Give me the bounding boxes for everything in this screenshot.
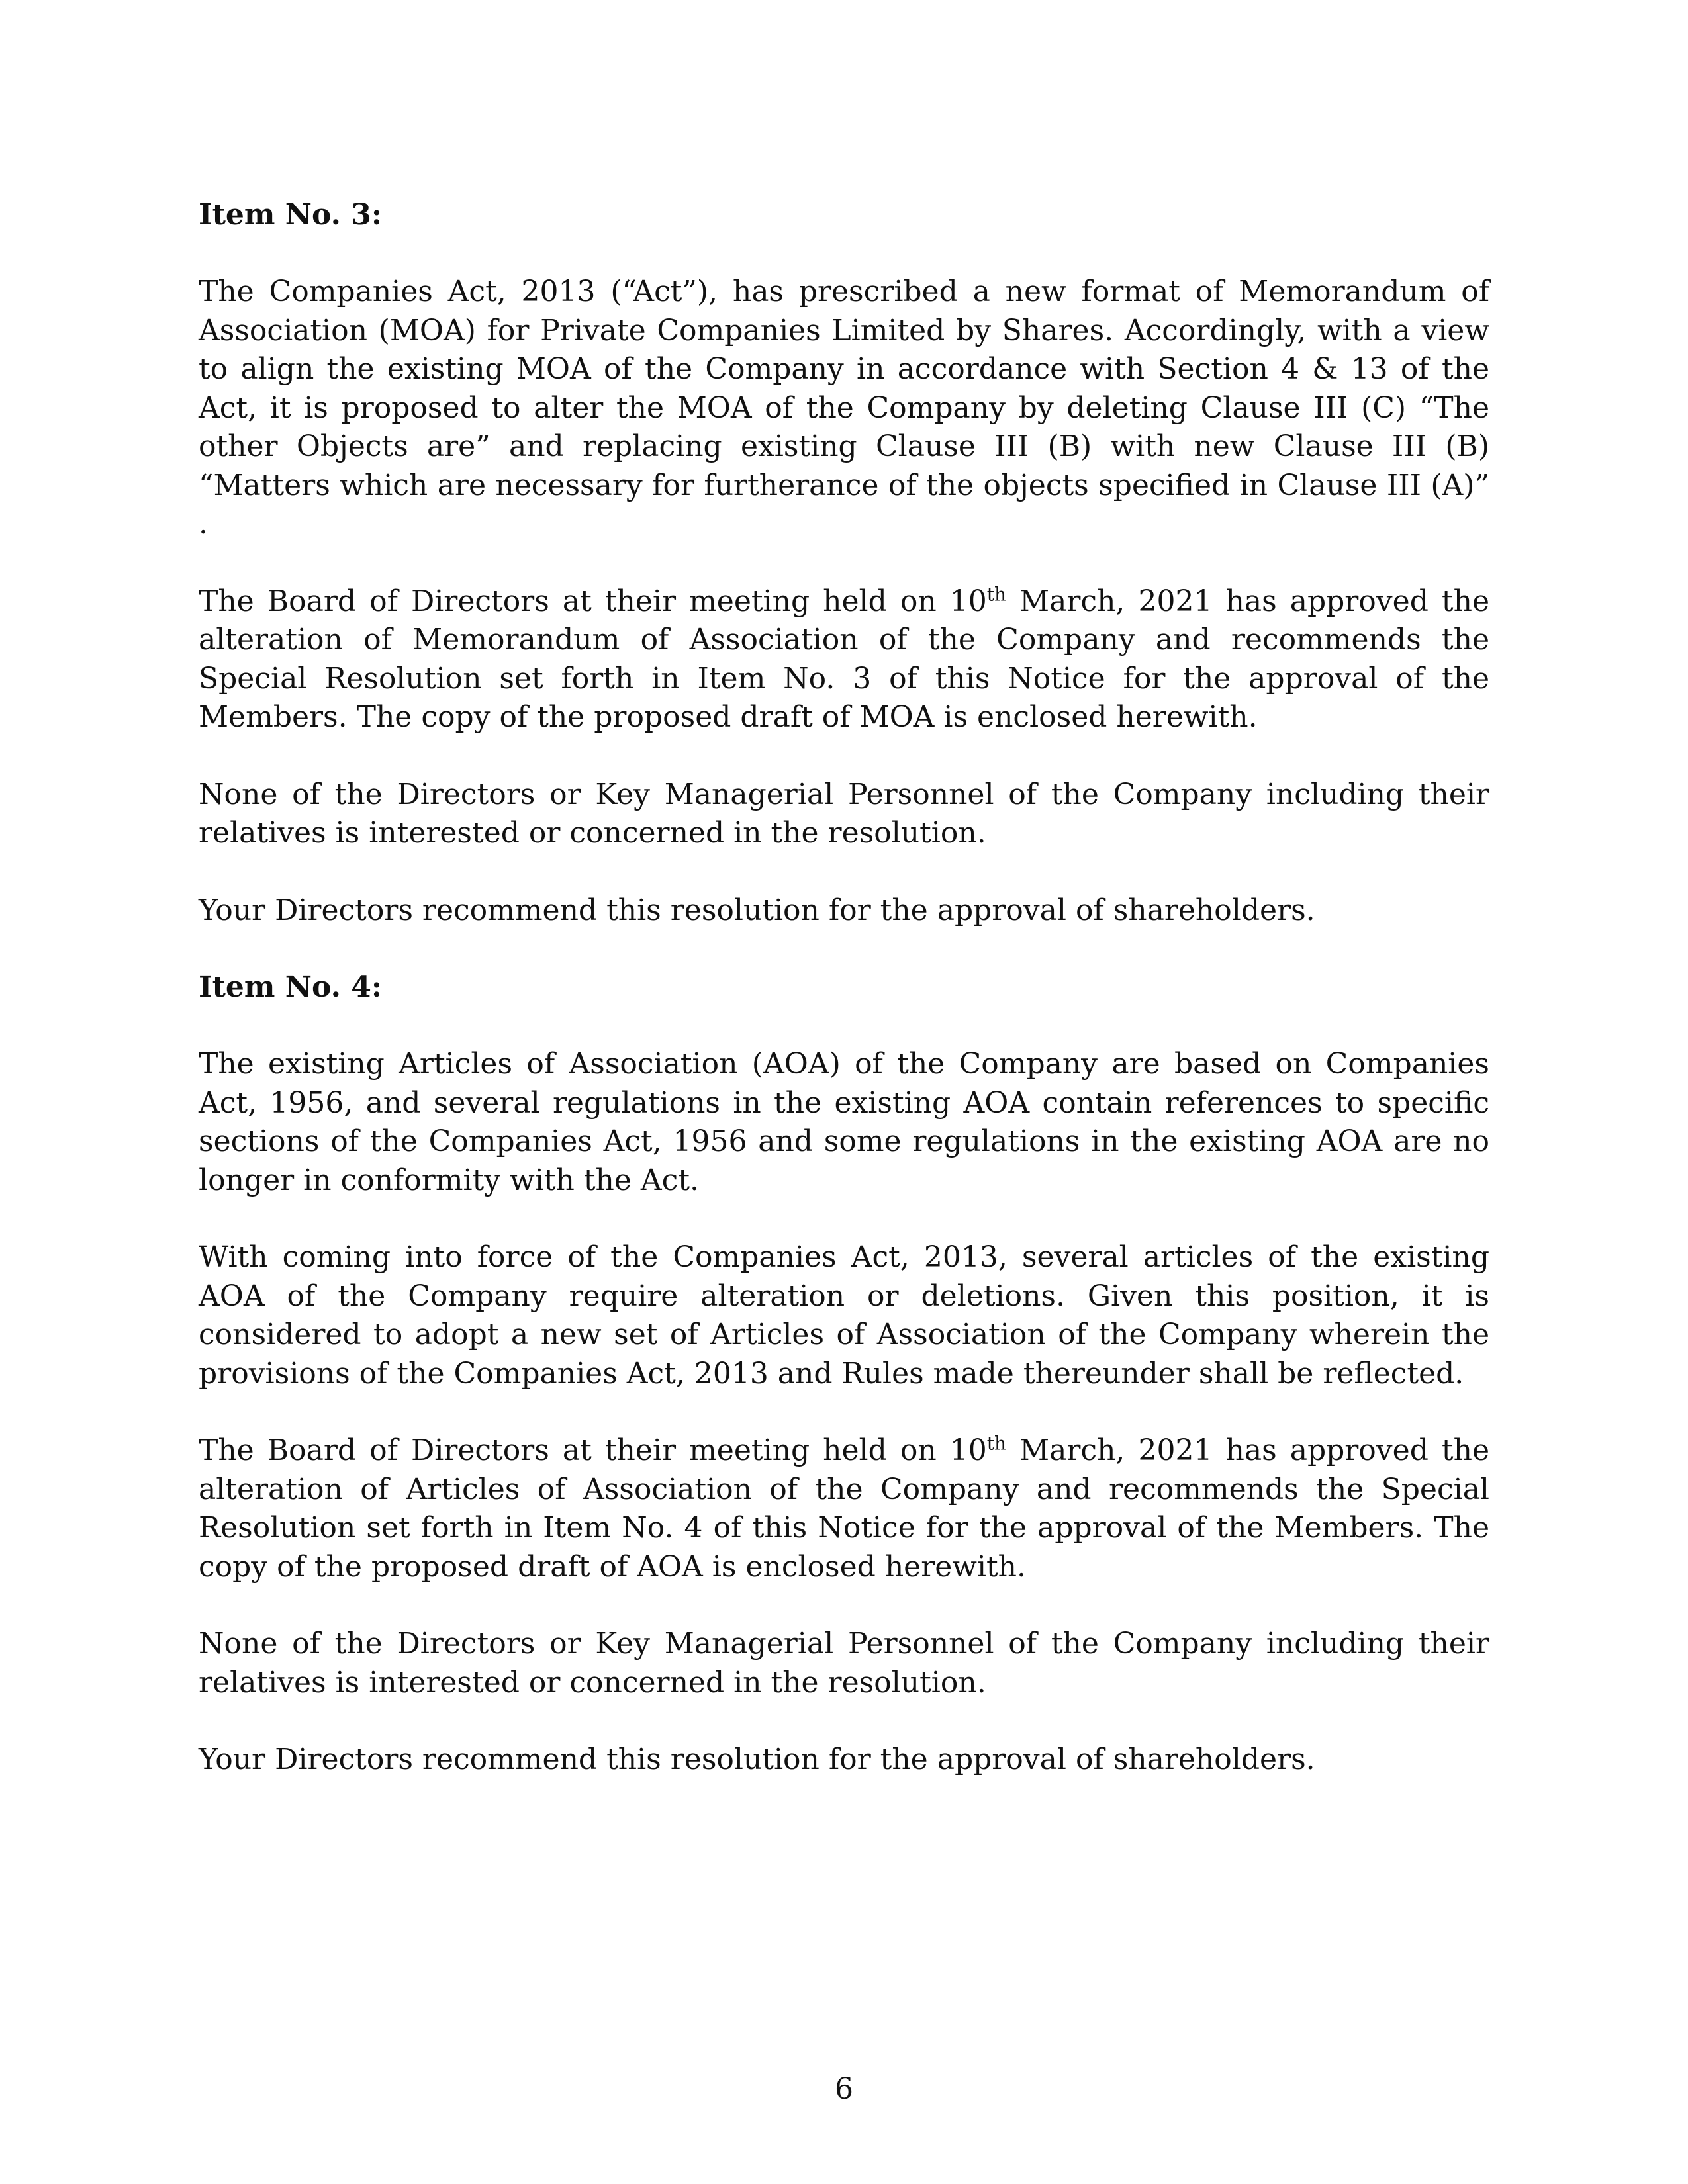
item-4-heading: Item No. 4: xyxy=(199,970,383,1004)
item-3-paragraph-4: Your Directors recommend this resolution for the approval of shareholders. xyxy=(199,893,1315,927)
item-3-paragraph-2-text-a: The Board of Directors at their meeting held on 10 xyxy=(199,584,987,618)
item-4-paragraph-3 xyxy=(199,1432,1489,1586)
ordinal-suffix: th xyxy=(986,1432,1007,1455)
page-number: 6 xyxy=(835,2072,853,2106)
document-body xyxy=(199,196,1489,1818)
item-3-paragraph-3: None of the Directors or Key Managerial Personnel of the Company including their relatives is interested or concerned in the resolution. xyxy=(199,777,1489,850)
item-3-paragraph-1: The Companies Act, 2013 (“Act”), has prescribed a new format of Memorandum of Association (MOA) for Private Companies Limited by Shares. Accordingly, with a view to align the existing MOA of the Company in accordance with Section 4 & 13 of the Act, it is proposed to alter the MOA of the Company by deleting Clause III (C) “The other Objects are” and replacing existing Clause III (B) with new Clause III (B) “Matters which are necessary for furtherance of the objects specified in Clause III (A)” . xyxy=(199,275,1489,541)
ordinal-suffix: th xyxy=(986,582,1007,605)
item-3-paragraph-2 xyxy=(199,582,1489,737)
item-4-paragraph-5: Your Directors recommend this resolution for the approval of shareholders. xyxy=(199,1743,1315,1776)
item-4-paragraph-3-text-b: March, 2021 has approved the alteration of Articles of Association of the Company and recommends the Special Resolution set forth in Item No. 4 of this Notice for the approval of the Members. The copy of the proposed draft of AOA is enclosed herewith. xyxy=(199,1433,1489,1584)
item-4-paragraph-3-text-a: The Board of Directors at their meeting held on 10 xyxy=(199,1433,987,1467)
item-3-heading: Item No. 3: xyxy=(199,198,383,232)
item-4-paragraph-2: With coming into force of the Companies Act, 2013, several articles of the existing AOA of the Company require alteration or deletions. Given this position, it is considered to adopt a new set of Articles of Association of the Company wherein the provisions of the Companies Act, 2013 and Rules made thereunder shall be reflected. xyxy=(199,1240,1489,1390)
item-4-section xyxy=(199,968,1489,1780)
item-4-paragraph-4: None of the Directors or Key Managerial Personnel of the Company including their relatives is interested or concerned in the resolution. xyxy=(199,1627,1489,1700)
item-3-section xyxy=(199,196,1489,930)
item-3-paragraph-2-text-b: March, 2021 has approved the alteration of Memorandum of Association of the Company and recommends the Special Resolution set forth in Item No. 3 of this Notice for the approval of the Members. The copy of the proposed draft of MOA is enclosed herewith. xyxy=(199,584,1489,734)
item-4-paragraph-1: The existing Articles of Association (AOA) of the Company are based on Companies Act, 1956, and several regulations in the existing AOA contain references to specific sections of the Companies Act, 1956 and some regulations in the existing AOA are no longer in conformity with the Act. xyxy=(199,1047,1489,1197)
